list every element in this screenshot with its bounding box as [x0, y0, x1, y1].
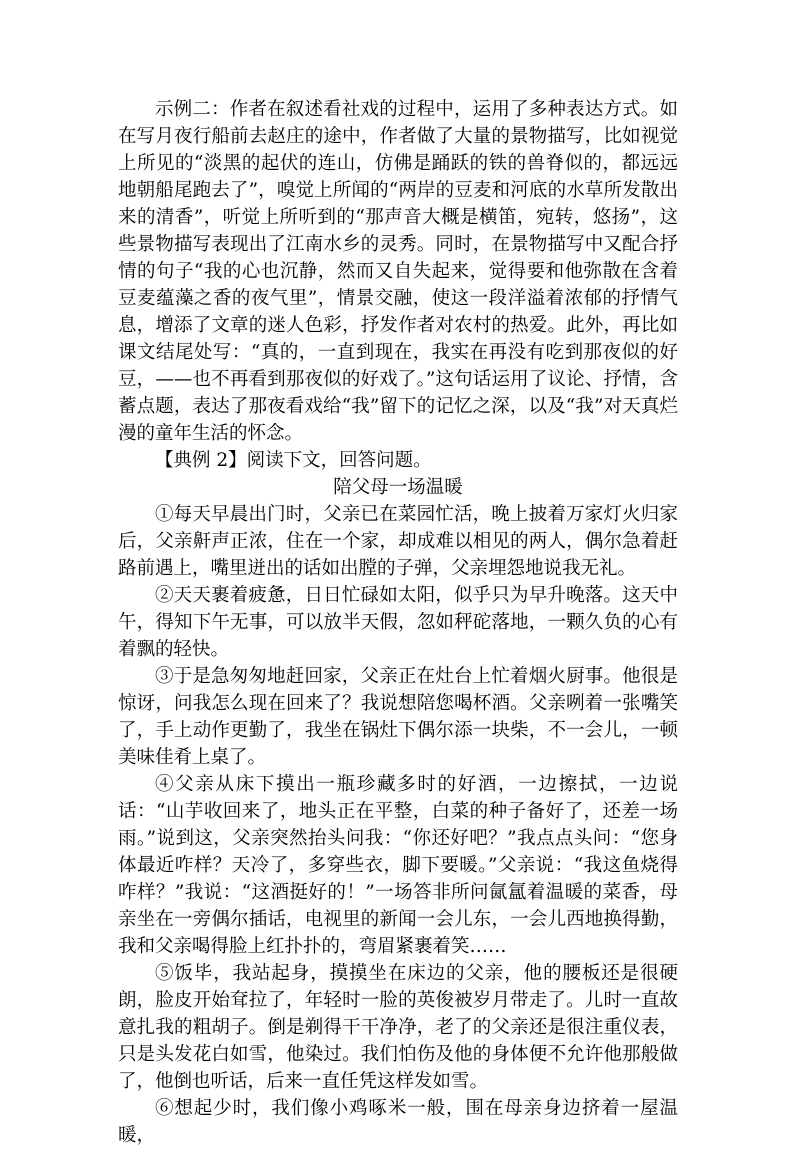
passage-paragraph-1: ①每天早晨出门时，父亲已在菜园忙活，晚上披着万家灯火归家后，父亲鼾声正浓，住在一个家，却成难以相见的两人，偶尔急着赶路前遇上，嘴里迸出的话如出膛的子弹，父亲埋怨地说我无礼。	[118, 504, 678, 579]
example-paragraph: 示例二：作者在叙述看社戏的过程中，运用了多种表达方式。如在写月夜行船前去赵庄的途中，作者做了大量的景物描写，比如视觉上所见的“淡黑的起伏的连山，仿佛是踊跃的铁的兽脊似的，都远远地朝船尾跑去了”，嗅觉上所闻的“两岸的豆麦和河底的水草所发散出来的清香”，听觉上所听到的“那声音大概是横笛，宛转，悠扬”，这些景物描写表现出了江南水乡的灵秀。同时，在景物描写中又配合抒情的句子“我的心也沉静，然而又自失起来，觉得要和他弥散在含着豆麦蕴藻之香的夜气里”，情景交融，使这一段洋溢着浓郁的抒情气息，增添了文章的迷人色彩，抒发作者对农村的热爱。此外，再比如课文结尾处写：“真的，一直到现在，我实在再没有吃到那夜似的好豆，——也不再看到那夜似的好戏了。”这句话运用了议论、抒情，含蓄点题，表达了那夜看戏给“我”留下的记忆之深，以及“我”对天真烂漫的童年生活的怀念。	[118, 99, 678, 444]
passage-paragraph-6: ⑥想起少时，我们像小鸡啄米一般，围在母亲身边挤着一屋温暖，	[118, 1098, 678, 1146]
example-heading: 【典例 2】阅读下文，回答问题。	[155, 450, 432, 471]
passage-paragraph-4: ④父亲从床下摸出一瓶珍藏多时的好酒，一边擦拭，一边说话：“山芋收回来了，地头正在平整，白菜的种子备好了，还差一场雨。”说到这，父亲突然抬头问我：“你还好吧？”我点点头问：“您身体最近咋样？天冷了，多穿些衣，脚下要暖。”父亲说：“我这鱼烧得咋样？”我说：“这酒挺好的！”一场答非所问氤氲着温暖的菜香，母亲坐在一旁偶尔插话，电视里的新闻一会儿东，一会儿西地换得勤，我和父亲喝得脸上红扑扑的，弯眉紧裹着笑……	[118, 774, 678, 957]
passage-paragraph-5: ⑤饭毕，我站起身，摸摸坐在床边的父亲，他的腰板还是很硬朗，脸皮开始耷拉了，年轻时一脸的英俊被岁月带走了。儿时一直故意扎我的粗胡子。倒是剃得干干净净，老了的父亲还是很注重仪表，只是头发花白如雪，他染过。我们怕伤及他的身体便不允许他那般做了，他倒也听话，后来一直任凭这样发如雪。	[118, 963, 678, 1092]
passage-paragraph-2: ②天天裹着疲惫，日日忙碌如太阳，似乎只为早升晚落。这天中午，得知下午无事，可以放半天假，忽如秤砣落地，一颗久负的心有着飘的轻快。	[118, 585, 678, 660]
document-content	[118, 96, 678, 1149]
passage-title: 陪父母一场温暖	[333, 477, 463, 498]
passage-paragraph-3: ③于是急匆匆地赶回家，父亲正在灶台上忙着烟火厨事。他很是惊讶，问我怎么现在回来了？我说想陪您喝杯酒。父亲咧着一张嘴笑了，手上动作更勤了，我坐在锅灶下偶尔添一块柴，不一会儿，一顿美味佳肴上桌了。	[118, 666, 678, 768]
